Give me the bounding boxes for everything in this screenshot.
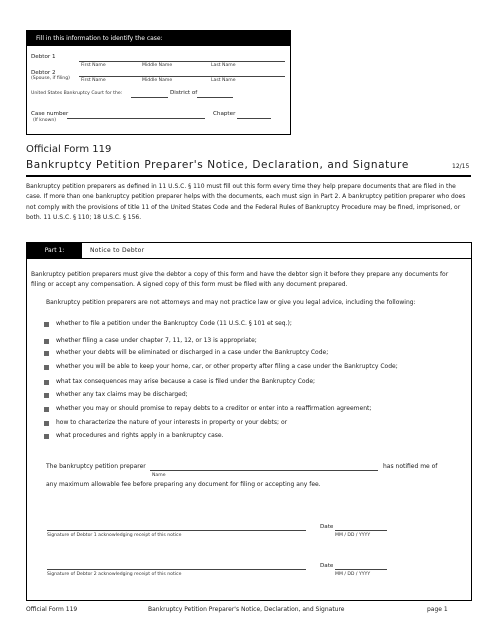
court-label: United States Bankruptcy Court for the: xyxy=(31,91,123,96)
notice-paragraph: Bankruptcy petition preparers must give the debtor a copy of this form and have the debtor sign it before they prepare any documents for filing or accept any compensation. A signed copy of this form must be filed with any document prepared. xyxy=(31,271,449,289)
debtor1-date-format: MM / DD / YYYY xyxy=(335,533,371,538)
debtor1-label: Debtor 1 xyxy=(31,54,56,60)
preparer-name-field[interactable] xyxy=(150,470,378,471)
district-field[interactable] xyxy=(197,97,233,98)
title-divider xyxy=(26,175,471,177)
bullet-square-icon xyxy=(44,339,49,344)
case-number-note: (If known) xyxy=(33,118,57,123)
part1-title: Notice to Debtor xyxy=(90,247,145,254)
bullet-square-icon xyxy=(44,380,49,385)
fee-text: any maximum allowable fee before preparing any document for filing or accepting any fee. xyxy=(46,481,321,488)
debtor1-first-name-caption: First Name xyxy=(81,63,106,68)
case-identification-box xyxy=(26,30,291,135)
debtor2-date-field[interactable] xyxy=(335,569,387,570)
bullet-square-icon xyxy=(44,407,49,412)
chapter-field[interactable] xyxy=(237,118,271,119)
court-district-field[interactable] xyxy=(131,97,168,98)
debtor1-name-field[interactable] xyxy=(79,61,285,62)
debtor2-signature-field[interactable] xyxy=(47,569,306,570)
chapter-label: Chapter xyxy=(213,111,236,117)
footer-form-number: Official Form 119 xyxy=(26,606,78,613)
debtor1-signature-field[interactable] xyxy=(47,530,306,531)
not-attorneys-paragraph: Bankruptcy petition preparers are not attorneys and may not practice law or give you legal advice, including the following: xyxy=(46,299,416,306)
form-number: Official Form 119 xyxy=(26,144,112,155)
list-item: whether you may or should promise to repay debts to a creditor or enter into a reaffirmation agreement; xyxy=(56,405,372,412)
list-item: whether your debts will be eliminated or discharged in a case under the Bankruptcy Code; xyxy=(56,349,329,356)
district-of-label: District of xyxy=(170,90,198,96)
debtor2-last-name-caption: Last Name xyxy=(211,78,236,83)
notified-suffix: has notified me of xyxy=(383,463,438,470)
debtor1-middle-name-caption: Middle Name xyxy=(142,63,173,68)
debtor2-signature-caption: Signature of Debtor 2 acknowledging receipt of this notice xyxy=(47,572,182,577)
debtor2-middle-name-caption: Middle Name xyxy=(142,78,173,83)
debtor2-first-name-caption: First Name xyxy=(81,78,106,83)
debtor2-spouse-note: (Spouse, if filing) xyxy=(31,76,70,81)
bullet-square-icon xyxy=(44,351,49,356)
list-item: how to characterize the nature of your interests in property or your debts; or xyxy=(56,419,288,426)
intro-paragraph: Bankruptcy petition preparers as defined in 11 U.S.C. § 110 must fill out this form every time they help prepare documents that are filed in the case. If more than one bankruptcy petition preparer helps with the documents, each must sign in Part 2. A bankruptcy petition preparer who does not comply with the provisions of title 11 of the United States Code and the Federal Rules of Bankruptcy Procedure may be fined, imprisoned, or both. 11 U.S.C. § 110; 18 U.S.C. § 156. xyxy=(26,183,466,222)
list-item: whether to file a petition under the Bankruptcy Code (11 U.S.C. § 101 et seq.); xyxy=(56,320,292,327)
footer-page-number: page 1 xyxy=(427,606,448,613)
part1-label: Part 1: xyxy=(27,243,82,258)
list-item: what tax consequences may arise because a case is filed under the Bankruptcy Code; xyxy=(56,378,316,385)
bullet-square-icon xyxy=(44,322,49,327)
part1-divider xyxy=(27,258,471,259)
form-revision-date: 12/15 xyxy=(452,163,470,170)
name-caption: Name xyxy=(152,473,166,478)
list-item: what procedures and rights apply in a bankruptcy case. xyxy=(56,432,224,439)
bullet-square-icon xyxy=(44,393,49,398)
debtor2-label: Debtor 2 xyxy=(31,70,56,76)
list-item: whether any tax claims may be discharged; xyxy=(56,391,188,398)
debtor1-last-name-caption: Last Name xyxy=(211,63,236,68)
list-item: whether filing a case under chapter 7, 11, 12, or 13 is appropriate; xyxy=(56,337,257,344)
case-number-field[interactable] xyxy=(67,118,205,119)
debtor1-signature-caption: Signature of Debtor 1 acknowledging receipt of this notice xyxy=(47,533,182,538)
case-identification-header: Fill in this information to identify the case: xyxy=(27,31,290,46)
notified-prefix: The bankruptcy petition preparer xyxy=(46,463,146,470)
bullet-square-icon xyxy=(44,434,49,439)
debtor1-date-field[interactable] xyxy=(335,530,387,531)
form-title: Bankruptcy Petition Preparer's Notice, Declaration, and Signature xyxy=(26,159,409,171)
footer-form-title: Bankruptcy Petition Preparer's Notice, Declaration, and Signature xyxy=(148,606,345,613)
case-number-label: Case number xyxy=(31,111,69,117)
debtor2-date-label: Date xyxy=(320,563,334,569)
debtor2-name-field[interactable] xyxy=(79,76,285,77)
debtor2-date-format: MM / DD / YYYY xyxy=(335,572,371,577)
bullet-square-icon xyxy=(44,421,49,426)
debtor1-date-label: Date xyxy=(320,524,334,530)
list-item: whether you will be able to keep your home, car, or other property after filing a case under the Bankruptcy Code; xyxy=(56,363,398,370)
bullet-square-icon xyxy=(44,365,49,370)
